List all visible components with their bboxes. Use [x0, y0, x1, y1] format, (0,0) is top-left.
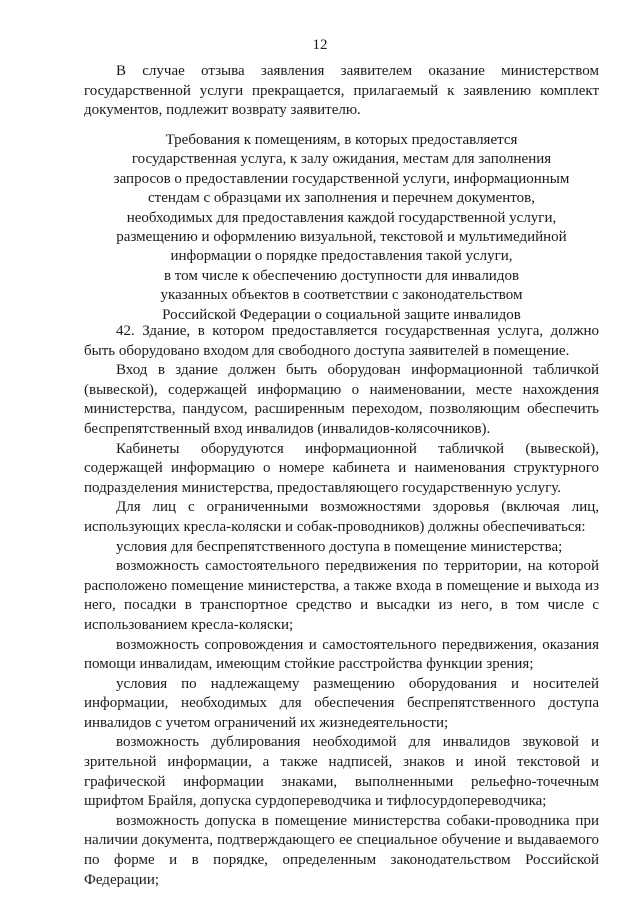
heading-line: Российской Федерации о социальной защите инвалидов — [162, 306, 521, 323]
list-item: условия по надлежащему размещению оборудования и носителей информации, необходимых для обеспечения беспрепятственного доступа инвалидов с учетом ограничений их жизнедеятельности; — [84, 675, 599, 731]
requirements-body — [84, 322, 599, 890]
heading-line: указанных объектов в соответствии с законодательством — [160, 287, 523, 304]
paragraph-cabinets: Кабинеты оборудуются информационной табличкой (вывеской), содержащей информацию о номере кабинета и наименования структурного подразделения министерства, предоставляющего государственную услугу. — [84, 440, 599, 496]
list-item: условия для беспрепятственного доступа в помещение министерства; — [116, 538, 563, 555]
intro-block — [84, 62, 599, 121]
heading-line: запросов о предоставлении государственной услуги, информационным — [113, 170, 570, 187]
heading-line: информации о порядке предоставления такой услуги, — [170, 248, 513, 265]
paragraph-entrance: Вход в здание должен быть оборудован информационной табличкой (вывеской), содержащей информацию о наименовании, месте нахождения министерства, пандусом, расширенным переходом, позволяющим обеспечить беспрепятственный вход инвалидов (инвалидов-колясочников). — [84, 362, 599, 437]
list-item: возможность дублирования необходимой для инвалидов звуковой и зрительной информации, а также надписей, знаков и иной текстовой и графической информации знаками, выполненными рельефно-точечным шрифтом Брайля, допуска сурдопереводчика и тифлосурдопереводчика; — [84, 734, 599, 810]
paragraph-42: 42. Здание, в котором предоставляется государственная услуга, должно быть оборудовано входом для свободного доступа заявителей в помещение. — [84, 323, 599, 359]
heading-line: размещению и оформлению визуальной, текстовой и мультимедийной — [116, 229, 567, 246]
section-heading — [84, 131, 599, 325]
heading-line: в том числе к обеспечению доступности для инвалидов — [163, 267, 520, 284]
list-item: возможность допуска в помещение министерства собаки-проводника при наличии документа, подтверждающего ее специальное обучение и выдаваемого по форме и в порядке, определенным законодательством Российской Федерации; — [84, 812, 599, 888]
list-item: возможность сопровождения и самостоятельного передвижения, оказания помощи инвалидам, имеющим стойкие расстройства функции зрения; — [84, 636, 599, 673]
heading-line: Требования к помещениям, в которых предоставляется — [165, 132, 518, 148]
paragraph-disabled-access: Для лиц с ограниченными возможностями здоровья (включая лиц, использующих кресла-коляски и собак-проводников) должны обеспечиваться: — [84, 499, 599, 535]
list-item: возможность самостоятельного передвижения по территории, на которой расположено помещение министерства, а также входа в помещение и выхода из него, посадки в транспортное средство и высадки из него, в том числе с использованием кресла-коляски; — [84, 558, 599, 633]
heading-line: стендам с образцами их заполнения и перечнем документов, — [148, 190, 535, 207]
heading-line: государственная услуга, к залу ожидания, местам для заполнения — [131, 151, 552, 168]
page-number: 12 — [312, 37, 328, 53]
intro-paragraph: В случае отзыва заявления заявителем оказание министерством государственной услуги прекращается, прилагаемый к заявлению комплект документов, подлежит возврату заявителю. — [84, 63, 599, 119]
heading-line: необходимых для предоставления каждой государственной услуги, — [126, 209, 557, 226]
